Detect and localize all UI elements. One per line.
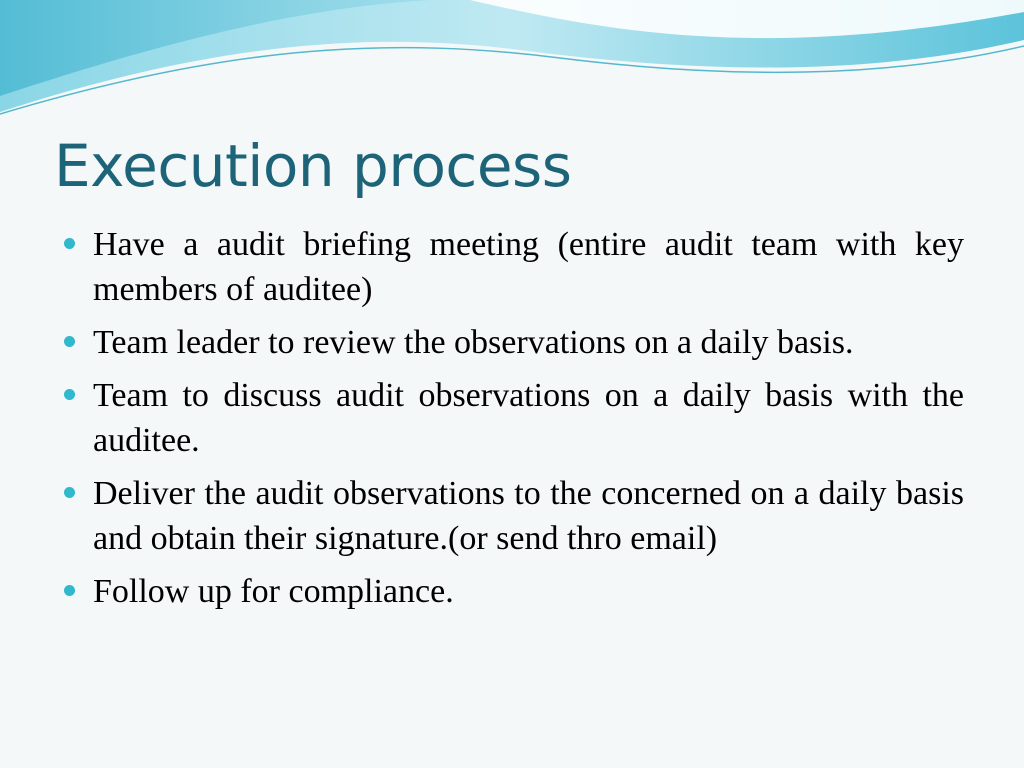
slide-title: Execution process [54,132,572,200]
bullet-dot-icon [64,238,75,249]
bullet-item-leader-review [62,320,964,365]
bullet-item-follow-up [62,569,964,614]
bullet-dot-icon [64,585,75,596]
bullet-item-briefing-meeting [62,222,964,312]
bullet-text: Have a audit briefing meeting (entire audit team with key members of auditee) [93,226,964,308]
bullet-dot-icon [64,487,75,498]
bullet-text: Follow up for compliance. [93,573,454,610]
bullet-list [62,222,964,622]
bullet-dot-icon [64,389,75,400]
bullet-text: Team to discuss audit observations on a daily basis with the auditee. [93,377,964,459]
bullet-dot-icon [64,336,75,347]
bullet-item-deliver-observations [62,471,964,561]
decorative-wave-header [0,0,1024,130]
bullet-text: Deliver the audit observations to the concerned on a daily basis and obtain their signature.(or send thro email) [93,475,964,557]
bullet-item-team-discuss [62,373,964,463]
bullet-text: Team leader to review the observations on a daily basis. [93,324,854,361]
